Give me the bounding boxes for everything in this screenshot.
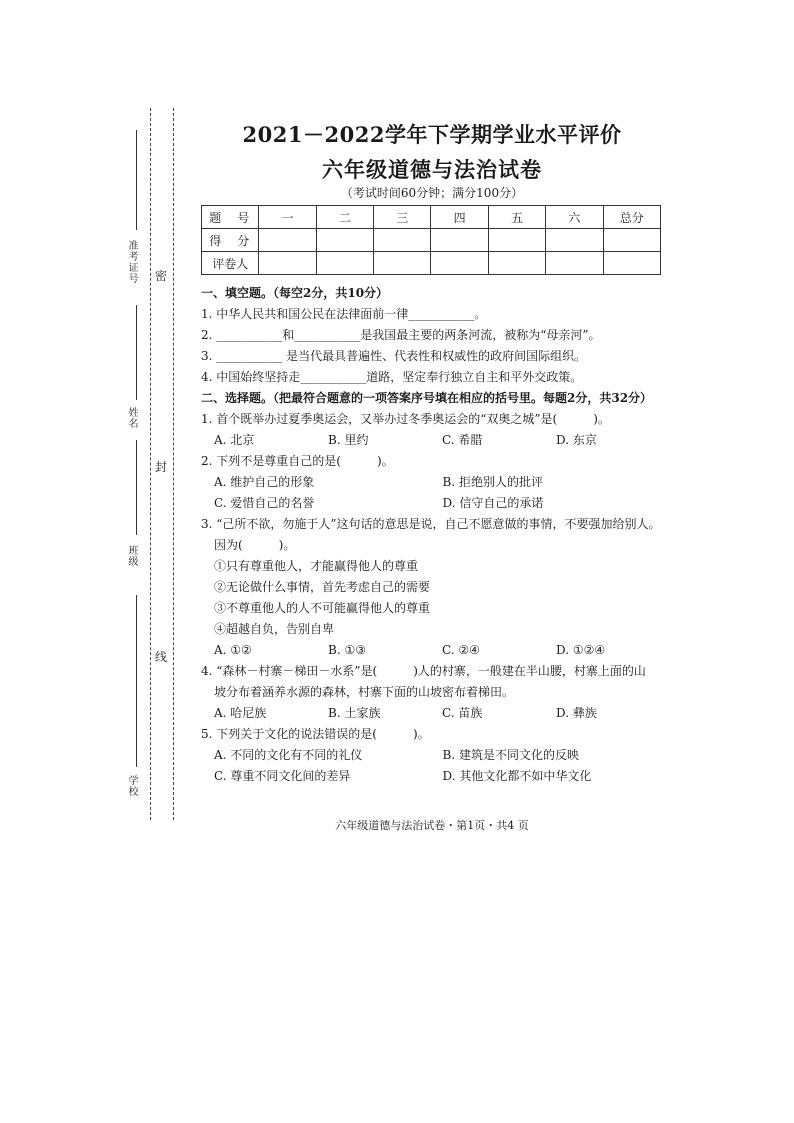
choice-option: B. 里约 [328, 433, 369, 447]
binding-dashed-line-outer [150, 108, 151, 820]
choice-option: C. ②④ [442, 643, 480, 657]
choice-option: B. 土家族 [328, 706, 381, 720]
choice-statement: ①只有尊重他人，才能赢得他人的尊重 [214, 559, 419, 573]
choice-option: D. 东京 [556, 433, 597, 447]
margin-label-name: 姓名 [126, 407, 137, 429]
choice-question-stem: 2. 下列不是尊重自己的是( )。 [201, 454, 394, 468]
choice-option: C. 尊重不同文化间的差异 [214, 769, 351, 783]
grader-input-cell[interactable] [316, 252, 373, 275]
choice-option: D. 彝族 [556, 706, 597, 720]
score-input-cell[interactable] [431, 229, 488, 252]
score-input-cell[interactable] [316, 229, 373, 252]
choice-option: C. 希腊 [442, 433, 483, 447]
score-cell: 六 [546, 206, 603, 229]
choice-option: A. ①② [214, 643, 252, 657]
exam-subtitle: 六年级道德与法治试卷 [322, 157, 542, 182]
choice-options [201, 472, 671, 493]
score-table [201, 205, 661, 275]
choice-question-stem-continued: 坡分布着涵养水源的森林，村寨下面的山坡密布着梯田。 [214, 685, 515, 699]
margin-name-line [136, 305, 137, 400]
score-cell: 四 [431, 206, 488, 229]
exam-title: 2021－2022学年下学期学业水平评价 [242, 122, 622, 147]
choice-option: B. ①③ [328, 643, 366, 657]
seal-mark-mi: 密 [155, 269, 168, 283]
choice-question-stem: 3. “己所不欲，勿施于人”这句话的意思是说，自己不愿意做的事情，不要强加给别人。 [201, 517, 661, 531]
choice-option: C. 爱惜自己的名誉 [214, 496, 315, 510]
fill-question: 4. 中国始终坚持走___________道路，坚定奉行独立自主和平外交政策。 [201, 370, 583, 384]
score-input-cell[interactable] [546, 229, 603, 252]
question-content [201, 283, 671, 787]
binding-dashed-line-inner [173, 108, 174, 820]
score-input-cell[interactable] [603, 229, 660, 252]
score-input-cell[interactable] [488, 229, 545, 252]
grader-input-cell[interactable] [431, 252, 488, 275]
margin-label-exam-number: 准考证号 [126, 240, 137, 284]
choice-option: A. 维护自己的形象 [214, 475, 315, 489]
score-cell: 一 [259, 206, 316, 229]
score-cell: 得 分 [202, 229, 259, 252]
score-table-header-row [202, 206, 661, 229]
grader-input-cell[interactable] [374, 252, 431, 275]
score-cell: 总分 [603, 206, 660, 229]
grader-input-cell[interactable] [488, 252, 545, 275]
choice-options [201, 493, 671, 514]
choice-option: D. ①②④ [556, 643, 606, 657]
exam-info: （考试时间60分钟；满分100分） [340, 186, 524, 200]
choice-option: C. 苗族 [442, 706, 483, 720]
page-footer: 六年级道德与法治试卷・第1页・共4 页 [335, 819, 529, 832]
choice-statement: ③不尊重他人的人不可能赢得他人的尊重 [214, 601, 431, 615]
choice-question-stem: 4. “森林－村寨－梯田－水系”是( )人的村寨，一般建在半山腰，村寨上面的山 [201, 664, 646, 678]
section2-heading: 二、选择题。（把最符合题意的一项答案序号填在相应的括号里。每题2分，共32分） [201, 391, 653, 405]
choice-option: A. 不同的文化有不同的礼仪 [214, 748, 363, 762]
choice-options [201, 766, 671, 787]
choice-question-stem: 1. 首个既举办过夏季奥运会，又举办过冬季奥运会的“双奥之城”是( )。 [201, 412, 610, 426]
margin-label-school: 学校 [126, 775, 137, 797]
score-cell: 三 [374, 206, 431, 229]
grader-input-cell[interactable] [546, 252, 603, 275]
choice-option: D. 信守自己的承诺 [442, 496, 544, 510]
score-table-score-row [202, 229, 661, 252]
score-cell: 五 [488, 206, 545, 229]
seal-mark-feng: 封 [155, 460, 168, 474]
fill-question: 1. 中华人民共和国公民在法律面前一律___________。 [201, 307, 487, 321]
score-input-cell[interactable] [374, 229, 431, 252]
choice-statement: ④超越自负，告别自卑 [214, 622, 335, 636]
margin-school-line [136, 595, 137, 767]
score-table-grader-row [202, 252, 661, 275]
grader-input-cell[interactable] [603, 252, 660, 275]
score-input-cell[interactable] [259, 229, 316, 252]
choice-option: A. 北京 [214, 433, 255, 447]
score-cell: 二 [316, 206, 373, 229]
choice-question-stem: 5. 下列关于文化的说法错误的是( )。 [201, 727, 430, 741]
score-cell: 题 号 [202, 206, 259, 229]
choice-question-stem-continued: 因为( )。 [214, 538, 296, 552]
fill-question: 2. ___________和___________是我国最主要的两条河流，被称为“母亲河”。 [201, 328, 601, 342]
choice-option: B. 拒绝别人的批评 [442, 475, 543, 489]
fill-question: 3. ___________ 是当代最具普遍性、代表性和权威性的政府间国际组织。 [201, 349, 587, 363]
choice-option: A. 哈尼族 [214, 706, 267, 720]
margin-class-line [136, 440, 137, 535]
margin-exam-number-line [136, 130, 137, 230]
choice-option: B. 建筑是不同文化的反映 [442, 748, 579, 762]
choice-options [201, 640, 671, 661]
grader-input-cell[interactable] [259, 252, 316, 275]
margin-label-class: 班级 [126, 545, 137, 567]
choice-option: D. 其他文化都不如中华文化 [442, 769, 592, 783]
choice-options [201, 745, 671, 766]
section1-heading: 一、填空题。（每空2分，共10分） [201, 286, 389, 300]
choice-options [201, 703, 671, 724]
choice-options [201, 430, 671, 451]
score-cell: 评卷人 [202, 252, 259, 275]
seal-mark-xian: 线 [155, 650, 168, 664]
choice-statement: ②无论做什么事情，首先考虑自己的需要 [214, 580, 431, 594]
